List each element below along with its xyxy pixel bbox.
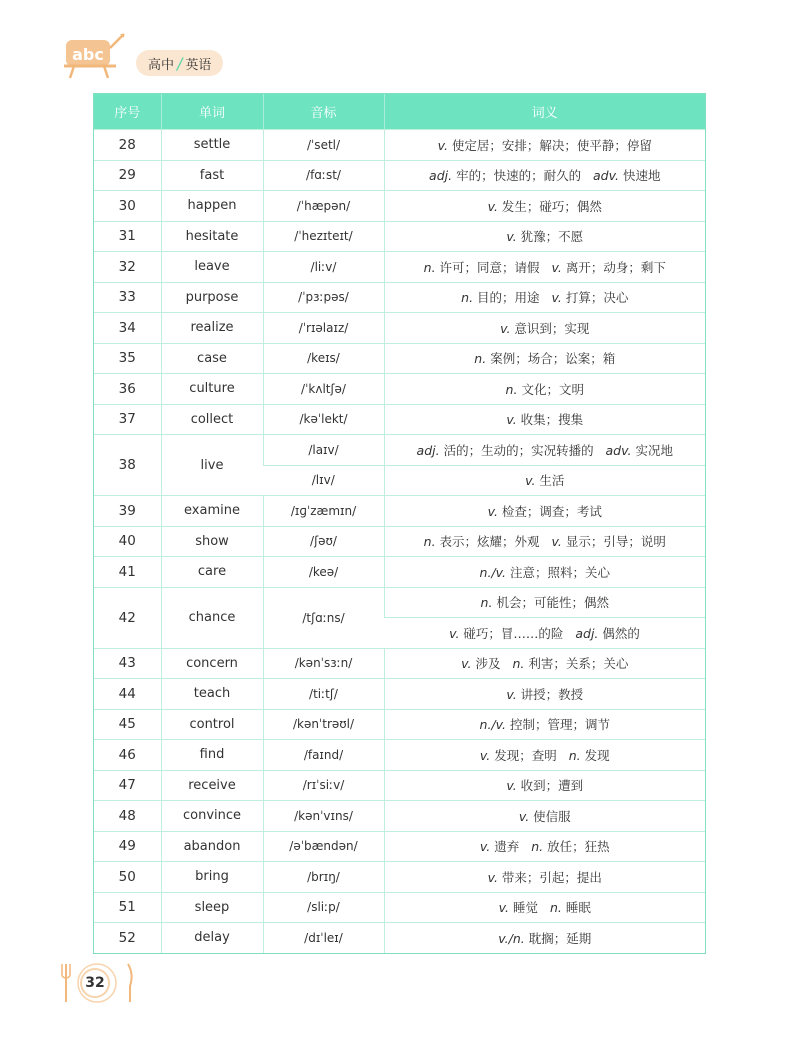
table-row (94, 343, 705, 374)
part-of-speech: v. (487, 198, 498, 214)
definition-text: 机会；可能性；偶然 (496, 595, 609, 611)
row-word: concern (161, 648, 263, 679)
row-index: 38 (94, 435, 161, 496)
row-word: case (161, 343, 263, 374)
table-row (94, 526, 705, 557)
row-index: 33 (94, 282, 161, 313)
definition-text: 放任；狂热 (547, 839, 610, 855)
row-meaning (384, 435, 705, 466)
table-row (94, 130, 705, 161)
part-of-speech: adj. (429, 168, 453, 184)
row-word: chance (161, 587, 263, 648)
row-meaning (384, 801, 705, 832)
table-row (94, 374, 705, 405)
definition-text: 文化；文明 (521, 381, 584, 397)
table-row (94, 923, 705, 953)
definition-text: 睡眠 (565, 900, 591, 916)
vocabulary-table (93, 93, 706, 954)
part-of-speech: v. (437, 137, 448, 153)
row-meaning (384, 221, 705, 252)
definition-text: 利害；关系；关心 (528, 656, 629, 672)
part-of-speech: v. (449, 625, 460, 641)
row-phonetic: /dɪˈleɪ/ (263, 923, 384, 953)
row-word: care (161, 557, 263, 588)
table-row (94, 252, 705, 283)
part-of-speech: n. (549, 900, 562, 916)
definition-text: 发现；查明 (494, 747, 557, 763)
row-index: 45 (94, 709, 161, 740)
part-of-speech: v. (551, 534, 562, 550)
row-phonetic: /kənˈvɪns/ (263, 801, 384, 832)
row-word: realize (161, 313, 263, 344)
row-word: control (161, 709, 263, 740)
slash-divider: / (177, 53, 183, 73)
row-meaning (384, 923, 705, 953)
table-header-row (94, 94, 705, 130)
row-phonetic: /laɪv/ (263, 435, 384, 466)
part-of-speech: n. (423, 259, 436, 275)
definition-text: 目的；用途 (477, 290, 540, 306)
part-of-speech: v. (498, 900, 510, 916)
row-phonetic: /lɪv/ (263, 465, 384, 496)
row-index: 34 (94, 313, 161, 344)
definition-text: 注意；照料；关心 (509, 564, 610, 580)
row-meaning (384, 557, 705, 588)
row-meaning (384, 252, 705, 283)
row-index: 46 (94, 740, 161, 771)
row-meaning (384, 862, 705, 893)
row-index: 44 (94, 679, 161, 710)
table-row (94, 557, 705, 588)
row-index: 50 (94, 862, 161, 893)
row-meaning (384, 343, 705, 374)
col-header-index: 序号 (94, 94, 161, 130)
row-meaning (384, 191, 705, 222)
row-phonetic: /tʃɑːns/ (263, 587, 384, 648)
abc-logo (60, 30, 132, 82)
definition-text: 犹豫；不愿 (520, 229, 584, 245)
row-phonetic: /ˈhezɪteɪt/ (263, 221, 384, 252)
definition-text: 意识到；实现 (514, 320, 590, 336)
part-of-speech: adj. (416, 442, 440, 458)
row-meaning (384, 404, 705, 435)
definition-text: 牢的；快速的；耐久的 (456, 168, 582, 184)
row-phonetic: /tiːtʃ/ (263, 679, 384, 710)
row-word: convince (161, 801, 263, 832)
table-row (94, 892, 705, 923)
col-header-word: 单词 (161, 94, 263, 130)
col-header-meaning: 词义 (384, 94, 705, 130)
row-word: purpose (161, 282, 263, 313)
table-row (94, 191, 705, 222)
row-phonetic: /rɪˈsiːv/ (263, 770, 384, 801)
part-of-speech: v. (500, 320, 511, 336)
definition-text: 使定居；安排；解决；使平静；停留 (451, 137, 652, 153)
part-of-speech: n./v. (479, 564, 506, 580)
definition-text: 离开；动身；剩下 (565, 259, 666, 275)
part-of-speech: v. (525, 473, 536, 489)
row-phonetic: /ˈpɜːpəs/ (263, 282, 384, 313)
row-meaning (384, 130, 705, 161)
row-meaning (384, 160, 705, 191)
row-word: collect (161, 404, 263, 435)
row-word: leave (161, 252, 263, 283)
definition-text: 显示；引导；说明 (565, 534, 666, 550)
row-index: 43 (94, 648, 161, 679)
row-word: abandon (161, 831, 263, 862)
row-meaning (384, 313, 705, 344)
row-index: 48 (94, 801, 161, 832)
row-index: 30 (94, 191, 161, 222)
subject-label: 英语 (185, 57, 212, 73)
row-index: 35 (94, 343, 161, 374)
definition-text: 生活 (539, 473, 565, 489)
definition-text: 控制；管理；调节 (509, 717, 610, 733)
part-of-speech: n. (505, 381, 518, 397)
table-row (94, 648, 705, 679)
row-phonetic: /əˈbændən/ (263, 831, 384, 862)
row-meaning (384, 892, 705, 923)
row-index: 31 (94, 221, 161, 252)
part-of-speech: v. (551, 259, 562, 275)
table-row (94, 831, 705, 862)
col-header-phonetic: 音标 (263, 94, 384, 130)
table-row (94, 221, 705, 252)
row-meaning (384, 282, 705, 313)
table-row (94, 770, 705, 801)
row-phonetic: /brɪŋ/ (263, 862, 384, 893)
row-word: hesitate (161, 221, 263, 252)
part-of-speech: v. (551, 290, 562, 306)
table-row (94, 404, 705, 435)
row-meaning (384, 679, 705, 710)
part-of-speech: adv. (605, 442, 632, 458)
part-of-speech: v./n. (498, 930, 525, 946)
row-word: examine (161, 496, 263, 527)
row-word: sleep (161, 892, 263, 923)
row-word: live (161, 435, 263, 496)
table-row (94, 740, 705, 771)
definition-text: 检查；调查；考试 (501, 503, 602, 519)
row-meaning (384, 709, 705, 740)
table-row (94, 313, 705, 344)
table-row (94, 496, 705, 527)
row-meaning (384, 374, 705, 405)
part-of-speech: v. (506, 229, 517, 245)
row-index: 40 (94, 526, 161, 557)
part-of-speech: n./v. (479, 717, 506, 733)
part-of-speech: n. (461, 290, 474, 306)
table-row (94, 587, 705, 618)
row-word: bring (161, 862, 263, 893)
row-phonetic: /keɪs/ (263, 343, 384, 374)
row-word: happen (161, 191, 263, 222)
part-of-speech: v. (479, 839, 491, 855)
definition-text: 案例；场合；讼案；箱 (490, 351, 616, 367)
part-of-speech: v. (506, 686, 517, 702)
row-index: 51 (94, 892, 161, 923)
definition-text: 表示；炫耀；外观 (439, 534, 540, 550)
table-row (94, 160, 705, 191)
part-of-speech: n. (568, 747, 581, 763)
row-phonetic: /ɪɡˈzæmɪn/ (263, 496, 384, 527)
definition-text: 耽搁；延期 (528, 930, 592, 946)
definition-text: 遗弃 (494, 839, 520, 855)
row-index: 28 (94, 130, 161, 161)
subject-tag (136, 50, 223, 76)
page-number: 32 (80, 968, 110, 998)
row-phonetic: /kəˈlekt/ (263, 404, 384, 435)
table-row (94, 282, 705, 313)
definition-text: 讲授；教授 (520, 686, 584, 702)
row-phonetic: /ˈkʌltʃə/ (263, 374, 384, 405)
definition-text: 发现 (584, 747, 610, 763)
part-of-speech: v. (518, 808, 530, 824)
row-word: delay (161, 923, 263, 953)
part-of-speech: v. (479, 747, 491, 763)
table-row (94, 679, 705, 710)
row-meaning (384, 740, 705, 771)
definition-text: 许可；同意；请假 (439, 259, 540, 275)
definition-text: 碰巧；冒……的险 (463, 625, 564, 641)
row-phonetic: /keə/ (263, 557, 384, 588)
row-meaning (384, 587, 705, 618)
part-of-speech: v. (461, 656, 472, 672)
table-body (94, 130, 705, 953)
table-row (94, 709, 705, 740)
row-phonetic: /ˈhæpən/ (263, 191, 384, 222)
definition-text: 活的；生动的；实况转播的 (443, 442, 594, 458)
row-meaning (384, 465, 705, 496)
logo-text: abc (72, 45, 104, 64)
table-row (94, 801, 705, 832)
definition-text: 涉及 (475, 656, 501, 672)
row-phonetic: /ˈsetl/ (263, 130, 384, 161)
row-word: culture (161, 374, 263, 405)
row-word: receive (161, 770, 263, 801)
row-meaning (384, 496, 705, 527)
row-index: 52 (94, 923, 161, 953)
part-of-speech: n. (531, 839, 544, 855)
row-word: show (161, 526, 263, 557)
row-word: teach (161, 679, 263, 710)
row-phonetic: /sliːp/ (263, 892, 384, 923)
definition-text: 偶然的 (602, 625, 640, 641)
part-of-speech: n. (423, 534, 436, 550)
table-row (94, 862, 705, 893)
row-index: 32 (94, 252, 161, 283)
part-of-speech: v. (506, 778, 517, 794)
row-index: 42 (94, 587, 161, 648)
part-of-speech: n. (480, 595, 493, 611)
row-phonetic: /kənˈtrəʊl/ (263, 709, 384, 740)
part-of-speech: n. (512, 656, 525, 672)
row-phonetic: /kənˈsɜːn/ (263, 648, 384, 679)
row-phonetic: /liːv/ (263, 252, 384, 283)
definition-text: 带来；引起；提出 (501, 869, 602, 885)
table-row (94, 435, 705, 466)
definition-text: 收集；搜集 (520, 412, 584, 428)
row-word: fast (161, 160, 263, 191)
definition-text: 收到；遭到 (520, 778, 584, 794)
row-phonetic: /faɪnd/ (263, 740, 384, 771)
row-meaning (384, 526, 705, 557)
definition-text: 睡觉 (513, 900, 539, 916)
row-index: 37 (94, 404, 161, 435)
row-meaning (384, 618, 705, 649)
row-index: 36 (94, 374, 161, 405)
row-meaning (384, 831, 705, 862)
category-label: 高中 (148, 57, 175, 73)
row-word: settle (161, 130, 263, 161)
part-of-speech: adv. (593, 168, 619, 184)
row-index: 39 (94, 496, 161, 527)
row-word: find (161, 740, 263, 771)
row-meaning (384, 770, 705, 801)
row-phonetic: /fɑːst/ (263, 160, 384, 191)
row-phonetic: /ʃəʊ/ (263, 526, 384, 557)
part-of-speech: v. (487, 503, 498, 519)
definition-text: 发生；碰巧；偶然 (501, 198, 602, 214)
part-of-speech: n. (474, 351, 487, 367)
row-index: 41 (94, 557, 161, 588)
row-meaning (384, 648, 705, 679)
definition-text: 打算；决心 (565, 290, 629, 306)
row-index: 47 (94, 770, 161, 801)
definition-text: 使信服 (533, 808, 571, 824)
definition-text: 快速地 (622, 168, 661, 184)
part-of-speech: v. (487, 869, 498, 885)
row-index: 29 (94, 160, 161, 191)
row-index: 49 (94, 831, 161, 862)
part-of-speech: v. (506, 412, 517, 428)
row-phonetic: /ˈrɪəlaɪz/ (263, 313, 384, 344)
part-of-speech: adj. (575, 625, 599, 641)
definition-text: 实况地 (635, 442, 673, 458)
